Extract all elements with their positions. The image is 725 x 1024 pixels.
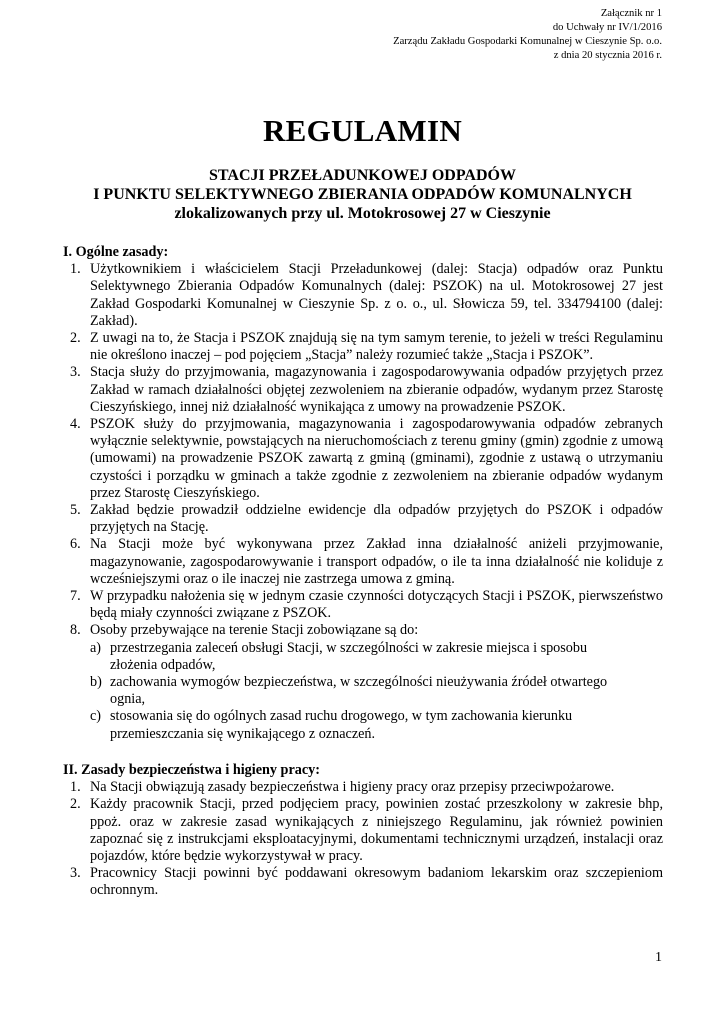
attachment-line-4: z dnia 20 stycznia 2016 r. (553, 50, 662, 61)
list-item (63, 502, 663, 536)
item-text: Zakład będzie prowadził oddzielne ewidencje dla odpadów przyjętych do PSZOK i odpadów przyjętych na Stację. (90, 502, 663, 536)
subtitle-line-3: zlokalizowanych przy ul. Motokrosowej 27 w Cieszynie (174, 205, 551, 222)
item-number: 3. (70, 364, 81, 381)
item-text: Stacja służy do przyjmowania, magazynowania i zagospodarowywania odpadów przyjętych przez Zakład w ramach działalności objętej zezwoleniem na zbieranie odpadów, wydanym przez Starostę Cieszyńskiego, innej niż działalność wynikająca z umowy na prowadzenie PSZOK. (90, 364, 663, 415)
page-number: 1 (655, 950, 662, 965)
item-number: 1. (70, 261, 81, 278)
item-text: Osoby przebywające na terenie Stacji zobowiązane są do: (90, 622, 419, 639)
list-item (63, 261, 663, 330)
attachment-line-1: Załącznik nr 1 (600, 8, 662, 19)
subtitle-line-2: I PUNKTU SELEKTYWNEGO ZBIERANIA ODPADÓW KOMUNALNYCH (93, 186, 632, 203)
item-text: Każdy pracownik Stacji, przed podjęciem pracy, powinien zostać przeszkolony w zakresie bhp, ppoż. oraz w zakresie zasad wynikających z niniejszego Regulaminu, jak również powinien zapoznać się z instrukcjami eksploatacyjnymi, dokumentami technicznymi urządzeń, instalacji oraz pojazdów, które będzie wykorzystywał w pracy. (90, 796, 663, 864)
item-number: 7. (70, 588, 81, 605)
item-text: Użytkownikiem i właścicielem Stacji Przeładunkowej (dalej: Stacja) odpadów oraz Punktu Selektywnego Zbierania Odpadów Komunalnych (dalej: PSZOK) na ul. Motokrosowej 27 jest Zakład Gospodarki Komunalnej w Cieszynie Sp. z o. o., ul. Słowicza 59, tel. 334794100 (dalej: Zakład). (90, 261, 663, 329)
item-text: Z uwagi na to, że Stacja i PSZOK znajdują się na tym samym terenie, to jeżeli w treści Regulaminu nie określono inaczej – pod pojęciem „Stacja” należy rozumieć także „Stacja i PSZOK”. (90, 330, 663, 364)
list-item (63, 536, 663, 588)
subtitle-line-1: STACJI PRZEŁADUNKOWEJ ODPADÓW (209, 167, 516, 184)
item-number: 8. (70, 622, 81, 639)
sub-item-text: stosowania się do ogólnych zasad ruchu drogowego, w tym zachowania kierunku przemieszczania się wynikającego z oznaczeń. (110, 708, 573, 742)
item-number: 2. (70, 330, 81, 347)
item-text: Na Stacji może być wykonywana przez Zakład inna działalność aniżeli przyjmowanie, magazynowanie, zagospodarowywanie i transport odpadów, o ile ta inna działalność nie koliduje z wcześniejszymi oraz o ile inaczej nie zastrzega umowa z gminą. (90, 536, 663, 587)
document-subtitle (0, 166, 725, 223)
item-number: 6. (70, 536, 81, 553)
list-item (63, 416, 663, 502)
sub-item-letter: b) (90, 674, 102, 691)
item-number: 5. (70, 502, 81, 519)
section-1-heading: I. Ogólne zasady: (63, 244, 169, 260)
sub-item (90, 708, 663, 742)
item-number: 3. (70, 865, 81, 882)
document-title: REGULAMIN (262, 113, 463, 148)
item-text: Pracownicy Stacji powinni być poddawani okresowym badaniom lekarskim oraz szczepieniom ochronnym. (90, 865, 663, 899)
list-item (63, 796, 663, 865)
list-item (63, 622, 663, 742)
sub-item (90, 640, 663, 674)
list-item (63, 330, 663, 364)
sub-item-letter: a) (90, 639, 102, 656)
list-item (63, 865, 663, 899)
item-number: 1. (70, 779, 81, 796)
sub-item-letter: c) (90, 708, 102, 725)
document-body (63, 244, 663, 900)
section-2-heading: II. Zasady bezpieczeństwa i higieny pracy: (63, 761, 320, 778)
attachment-line-2: do Uchwały nr IV/1/2016 (552, 22, 662, 33)
list-item (63, 364, 663, 416)
item-number: 4. (70, 416, 81, 433)
item-text: PSZOK służy do przyjmowania, magazynowania i zagospodarowywania odpadów zebranych wyłącznie selektywnie, powstających na nieruchomościach z terenu gminy (gmin) zgodnie z umową (umowami) na prowadzenie PSZOK zawartą z gminą (gminami), zgodnie z ustawą o utrzymaniu czystości i porządku w gminach a także zgodnie z zezwoleniem na zbieranie odpadów wydanym przez Starostę Cieszyńskiego. (90, 416, 663, 501)
list-item (63, 779, 663, 796)
list-item (63, 588, 663, 622)
sub-item-text: zachowania wymogów bezpieczeństwa, w szczególności nieużywania źródeł otwartego ognia, (110, 674, 608, 708)
sub-item (90, 674, 663, 708)
section-1-list (63, 261, 663, 743)
attachment-note (393, 7, 662, 63)
sub-list (90, 640, 663, 743)
attachment-line-3: Zarządu Zakładu Gospodarki Komunalnej w Cieszynie Sp. o.o. (393, 36, 662, 47)
item-text: Na Stacji obwiązują zasady bezpieczeństwa i higieny pracy oraz przepisy przeciwpożarowe. (90, 779, 615, 796)
item-text: W przypadku nałożenia się w jednym czasie czynności dotyczących Stacji i PSZOK, pierwszeństwo będą miały czynności związane z PSZOK. (90, 588, 663, 622)
section-2-list (63, 779, 663, 899)
sub-item-text: przestrzegania zaleceń obsługi Stacji, w szczególności w zakresie miejsca i sposobu złożenia odpadów, (110, 639, 588, 673)
item-number: 2. (70, 796, 81, 813)
